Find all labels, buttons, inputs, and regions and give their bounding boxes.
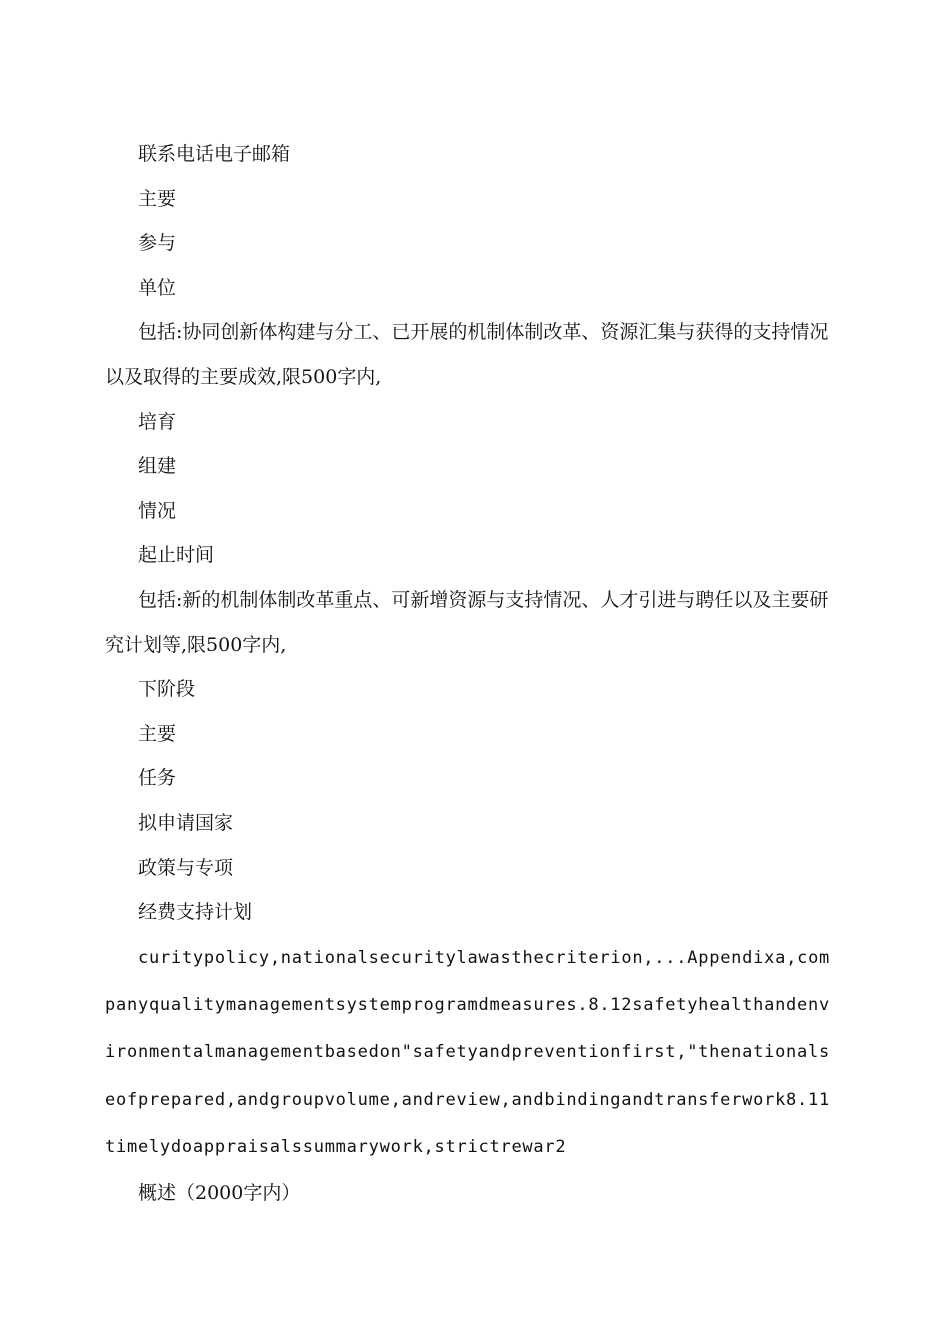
- unit-label: 单位: [138, 276, 177, 299]
- next-phase-description: 包括:新的机制体制改革重点、可新增资源与支持情况、人才引进与聘任以及主要研究计划等,限500字内,: [105, 588, 829, 656]
- contact-label: 联系电话电子邮箱: [138, 143, 291, 165]
- construction-description: 包括:协同创新体构建与分工、已开展的机制体制改革、资源汇集与获得的支持情况以及取得的主要成效,限500字内,: [105, 321, 829, 388]
- status-label: 情况: [138, 499, 177, 522]
- funding-plan-label: 经费支持计划: [138, 901, 253, 924]
- national-application-label: 拟申请国家: [138, 811, 234, 834]
- next-phase-label: 下阶段: [138, 678, 196, 701]
- cultivation-label: 培育: [138, 410, 177, 433]
- overview-label: 概述（2000字内）: [138, 1182, 301, 1205]
- main-label: 主要: [138, 187, 177, 210]
- english-text-block: curitypolicy,nationalsecuritylawasthecriterion,...Appendixa,companyqualitymanagementsystemprogramdmeasures.8.12safetyhealthandenvironmentalmanagementbasedon"safetyandpreventionfirst,"thenationalseofprepared,andgroupvolume,andreview,andbindingandtransferwork8.11timelydoappraisalssummarywork,strictrewar2: [105, 947, 831, 1157]
- main-tasks-label-1: 主要: [138, 722, 177, 745]
- document-body: [105, 132, 840, 1216]
- main-tasks-label-2: 任务: [138, 767, 177, 790]
- policy-special-label: 政策与专项: [138, 856, 234, 879]
- participating-label: 参与: [138, 232, 177, 255]
- formation-label: 组建: [138, 455, 177, 478]
- period-label: 起止时间: [138, 544, 215, 567]
